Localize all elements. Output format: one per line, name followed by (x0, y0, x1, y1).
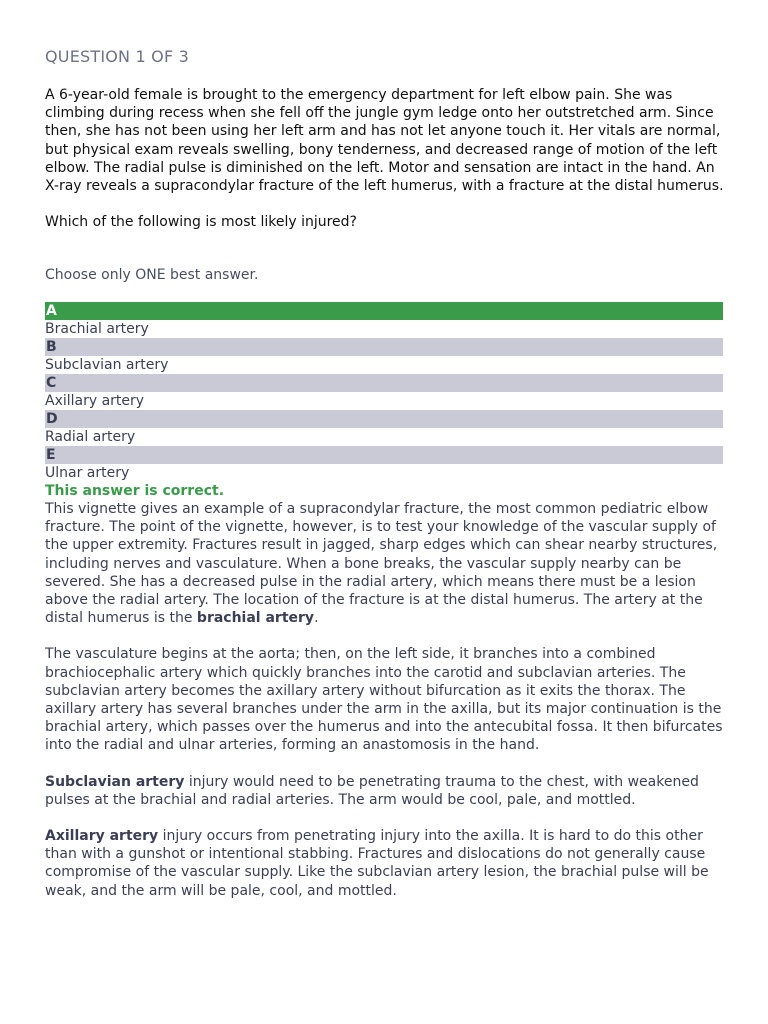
choice-c[interactable] (45, 374, 723, 410)
choice-letter[interactable]: E (45, 446, 723, 464)
choice-b[interactable] (45, 338, 723, 374)
key-term: Axillary artery (45, 828, 159, 845)
explanation-text: injury would need to be penetrating trauma to the chest, with weakened pulses at the brachial and radial arteries. The arm would be cool, pale, and mottled. (45, 773, 699, 808)
choice-label[interactable]: Radial artery (45, 429, 136, 445)
answer-instruction: Choose only ONE best answer. (45, 267, 259, 283)
choice-letter[interactable]: A (45, 302, 723, 320)
question-prompt: Which of the following is most likely injured? (45, 214, 357, 231)
choice-letter[interactable]: D (45, 410, 723, 428)
choice-letter[interactable]: B (45, 338, 723, 356)
explanation-text: injury occurs from penetrating injury into the axilla. It is hard to do this other than with a gunshot or intentional stabbing. Fractures and dislocations do not generally cause compromise of the vascular supply. Like the subclavian artery lesion, the brachial pulse will be weak, and the arm will be pale, cool, and mottled. (45, 828, 709, 899)
explanation-paragraph-1 (45, 500, 725, 627)
answer-choices (45, 302, 723, 900)
key-term: brachial artery (196, 610, 315, 627)
choice-d[interactable] (45, 410, 723, 446)
answer-feedback: This answer is correct. (45, 483, 225, 499)
explanation-text: This vignette gives an example of a supracondylar fracture, the most common pediatric elbow fracture. The point of the vignette, however, is to test your knowledge of the vascular supply of the upper extremity. Fractures result in jagged, sharp edges which can shear nearby structures, including nerves and vasculature. When a bone breaks, the vascular supply nearby can be severed. She has a decreased pulse in the radial artery, which means there must be a lesion above the radial artery. The location of the fracture is at the distal humerus. The artery at the distal humerus is the (45, 501, 718, 627)
question-counter: QUESTION 1 OF 3 (45, 47, 190, 66)
choice-label[interactable]: Subclavian artery (45, 357, 169, 373)
explanation (45, 500, 725, 900)
choice-label[interactable]: Brachial artery (45, 321, 149, 337)
question-stem (45, 86, 725, 231)
choice-a[interactable] (45, 302, 723, 338)
key-term: Subclavian artery (45, 773, 185, 790)
explanation-paragraph-2: The vasculature begins at the aorta; then, on the left side, it branches into a combined brachiocephalic artery which quickly branches into the carotid and subclavian arteries. The subclavian artery becomes the axillary artery without bifurcation as it exits the thorax. The axillary artery has several branches under the arm in the axilla, but its major continuation is the brachial artery, which passes over the humerus and into the antecubital fossa. It then bifurcates into the radial and ulnar arteries, forming an anastomosis in the hand. (45, 646, 723, 754)
vignette-text: A 6-year-old female is brought to the emergency department for left elbow pain. She was climbing during recess when she fell off the jungle gym ledge onto her outstretched arm. Since then, she has not been using her left arm and has not let anyone touch it. Her vitals are normal, but physical exam reveals swelling, bony tenderness, and decreased range of motion of the left elbow. The radial pulse is diminished on the left. Motor and sensation are intact in the hand. An X-ray reveals a supracondylar fracture of the left humerus, with a fracture at the distal humerus. (45, 87, 724, 195)
explanation-paragraph-4 (45, 827, 725, 900)
choice-letter[interactable]: C (45, 374, 723, 392)
explanation-text: . (314, 610, 319, 627)
explanation-paragraph-3 (45, 773, 725, 809)
choice-e[interactable] (45, 446, 723, 482)
choice-label[interactable]: Ulnar artery (45, 465, 130, 481)
choice-label[interactable]: Axillary artery (45, 393, 145, 409)
